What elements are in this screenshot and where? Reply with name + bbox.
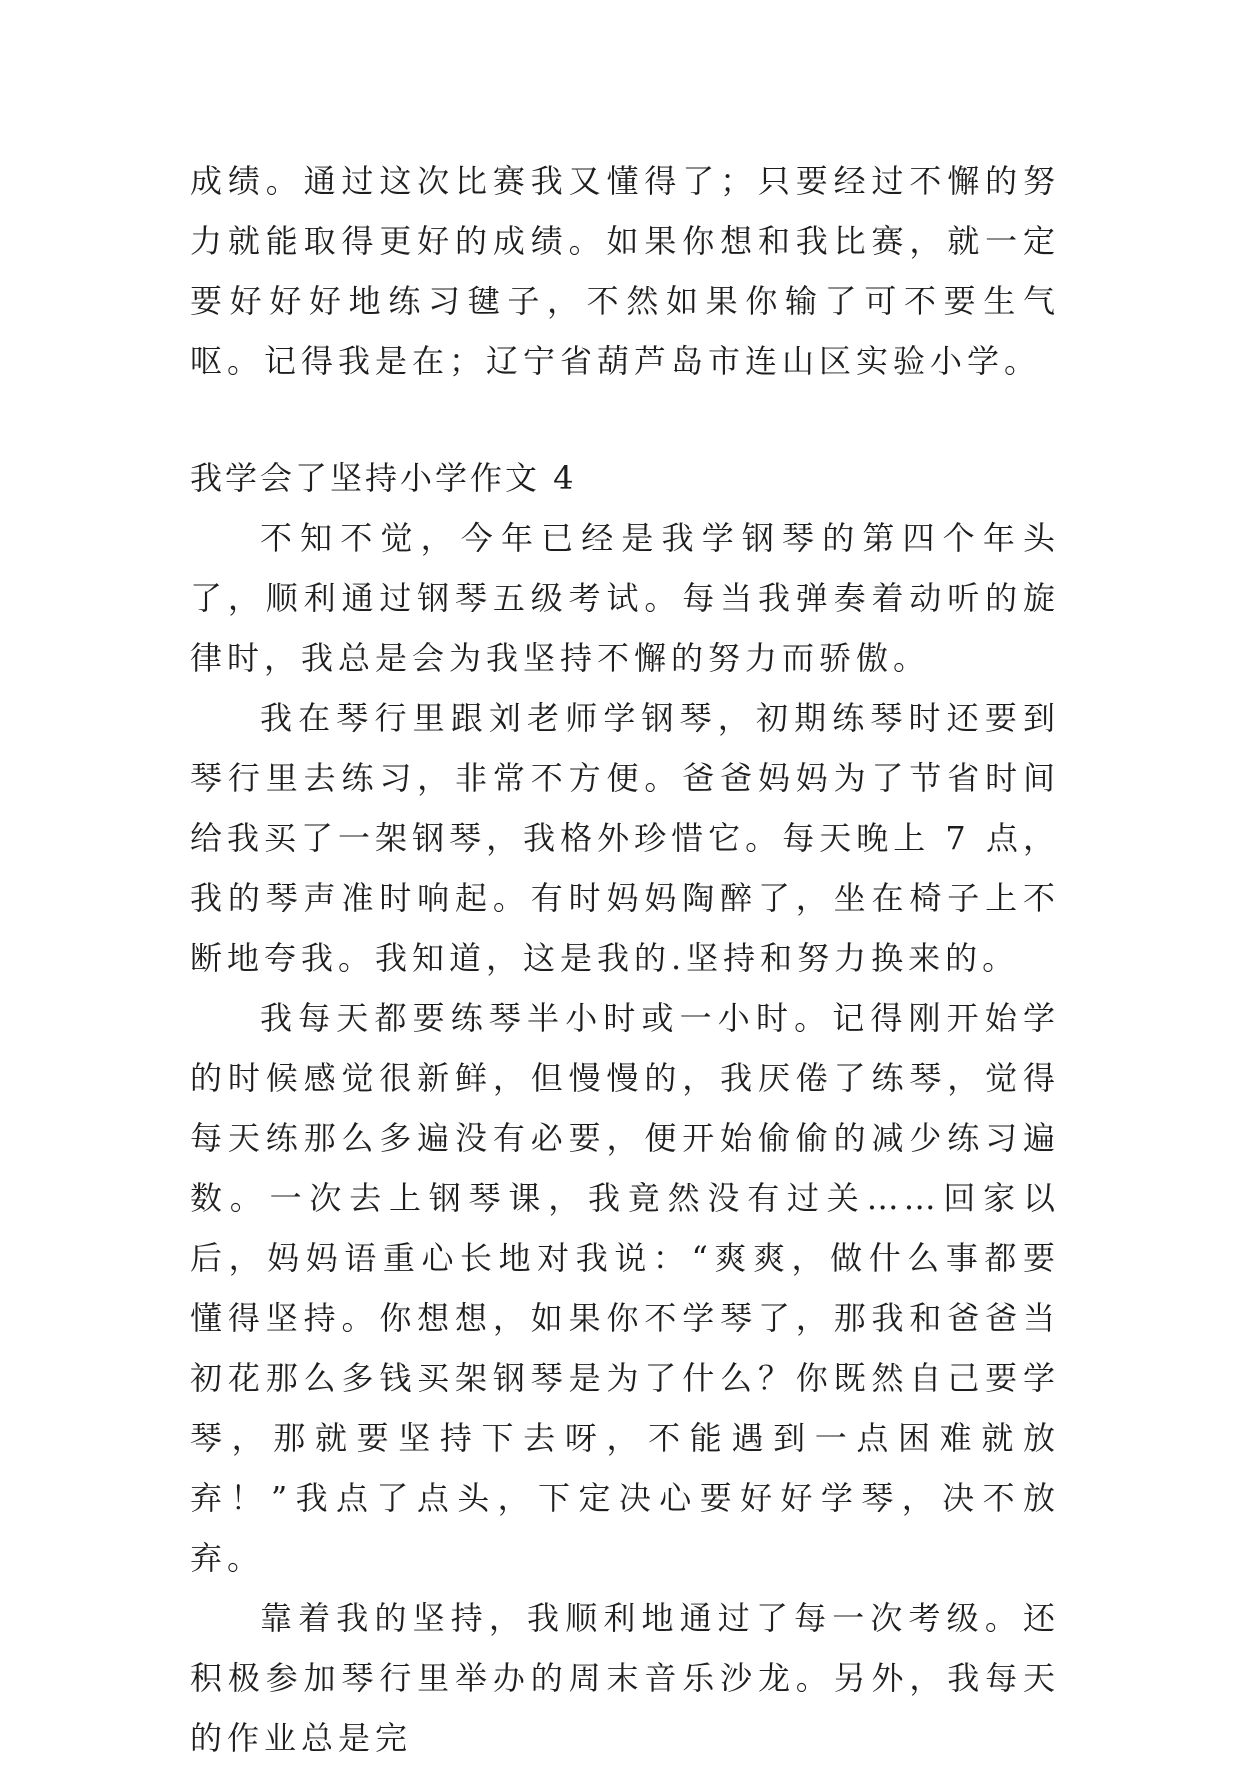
intro-block <box>190 151 1060 391</box>
body-paragraph-2: 我在琴行里跟刘老师学钢琴，初期练琴时还要到琴行里去练习，非常不方便。爸爸妈妈为了节省时间给我买了一架钢琴，我格外珍惜它。每天晚上 7 点，我的琴声准时响起。有时妈妈陶醉了，坐在椅子上不断地夸我。我知道，这是我的.坚持和努力换来的。 <box>190 699 1060 977</box>
intro-paragraph: 成绩。通过这次比赛我又懂得了；只要经过不懈的努力就能取得更好的成绩。如果你想和我比赛，就一定要好好好地练习毽子，不然如果你输了可不要生气呕。记得我是在；辽宁省葫芦岛市连山区实验小学。 <box>190 162 1060 380</box>
body-paragraph-1: 不知不觉，今年已经是我学钢琴的第四个年头了，顺利通过钢琴五级考试。每当我弹奏着动听的旋律时，我总是会为我坚持不懈的努力而骄傲。 <box>190 519 1060 677</box>
essay-section <box>190 448 1060 1768</box>
body-paragraph-4: 靠着我的坚持，我顺利地通过了每一次考级。还积极参加琴行里举办的周末音乐沙龙。另外，我每天的作业总是完 <box>190 1599 1060 1757</box>
section-title: 我学会了坚持小学作文 4 <box>190 459 577 497</box>
body-paragraph-3: 我每天都要练琴半小时或一小时。记得刚开始学的时候感觉很新鲜，但慢慢的，我厌倦了练琴，觉得每天练那么多遍没有必要，便开始偷偷的减少练习遍数。一次去上钢琴课，我竟然没有过关……回家以后，妈妈语重心长地对我说：“爽爽，做什么事都要懂得坚持。你想想，如果你不学琴了，那我和爸爸当初花那么多钱买架钢琴是为了什么？你既然自己要学琴，那就要坚持下去呀，不能遇到一点困难就放弃！”我点了点头，下定决心要好好学琴，决不放弃。 <box>190 999 1060 1577</box>
